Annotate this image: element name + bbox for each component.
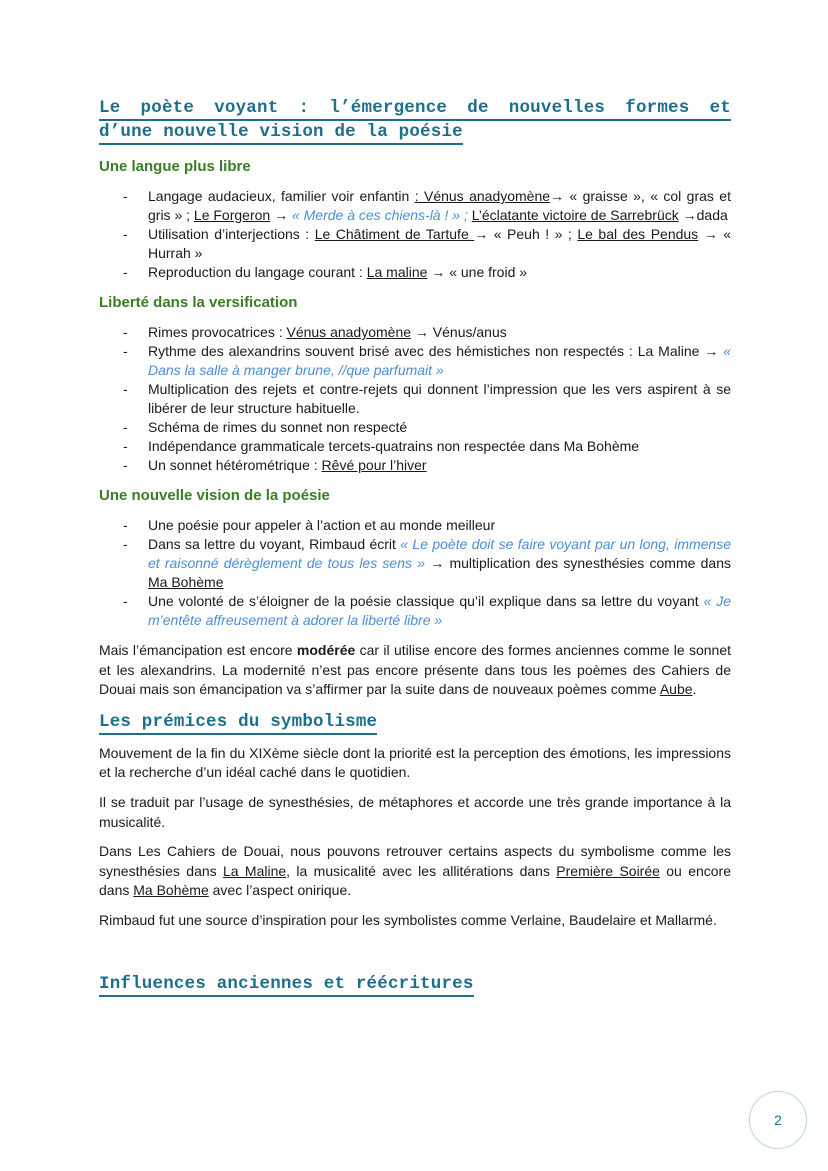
list-item: - Un sonnet hétérométrique : Rêvé pour l’hiver [99, 456, 731, 475]
poem-title: : Vénus anadyomène [414, 188, 551, 204]
poem-title: Première Soirée [556, 862, 660, 879]
section-title-symbolisme: Les prémices du symbolisme [99, 710, 731, 734]
list-item: - Reproduction du langage courant : La maline → « une froid » [99, 263, 731, 282]
list-item: - Schéma de rimes du sonnet non respecté [99, 418, 731, 437]
poem-title: Vénus anadyomène [286, 324, 412, 340]
list-item: - Rythme des alexandrins souvent brisé avec des hémistiches non respectés : La Maline → « Dans la salle à manger brune, //que parfumait » [99, 342, 731, 380]
poem-title: Le Châtiment de Tartufe [314, 226, 475, 242]
list-item: - Rimes provocatrices : Vénus anadyomène → Vénus/anus [99, 323, 731, 342]
poem-title: Ma Bohème [133, 882, 209, 899]
list-versification [99, 323, 731, 475]
list-item: - Indépendance grammaticale tercets-quatrains non respectée dans Ma Bohème [99, 437, 731, 456]
document-page [99, 96, 731, 996]
quote: « Merde à ces chiens-là ! » ; [291, 207, 472, 223]
quote: « Le poète doit se faire voyant par un long, immense et raisonné dérèglement de tous les sens » [148, 536, 731, 571]
title-line-2: d’une nouvelle vision de la poésie [99, 122, 463, 145]
poem-title: Le bal des Pendus [577, 226, 699, 242]
section-title-poete-voyant [99, 96, 731, 144]
paragraph-symbolisme-2: Il se traduit par l’usage de synesthésies, de métaphores et accorde une très grande importance à la musicalité. [99, 793, 731, 830]
list-item: - Multiplication des rejets et contre-rejets qui donnent l’impression que les vers aspirent à se libérer de leur structure habituelle. [99, 380, 731, 418]
poem-title: Rêvé pour l’hiver [321, 457, 427, 473]
list-item: - Dans sa lettre du voyant, Rimbaud écrit « Le poète doit se faire voyant par un long, immense et raisonné dérèglement de tous les sens » → multiplication des synesthésies comme dans Ma Bohème [99, 535, 731, 592]
page-number: 2 [749, 1091, 807, 1149]
paragraph-symbolisme-1: Mouvement de la fin du XIXème siècle dont la priorité est la perception des émotions, les impressions et la recherche d’un idéal caché dans le quotidien. [99, 744, 731, 781]
list-langue-libre [99, 187, 731, 282]
emphasis: modérée [296, 642, 356, 658]
list-item: - Une volonté de s’éloigner de la poésie classique qu’il explique dans sa lettre du voyant « Je m’entête affreusement à adorer la liberté libre » [99, 592, 731, 630]
list-item: - Une poésie pour appeler à l’action et au monde meilleur [99, 516, 731, 535]
paragraph-symbolisme-4: Rimbaud fut une source d’inspiration pour les symbolistes comme Verlaine, Baudelaire et Mallarmé. [99, 911, 717, 928]
paragraph-emancipation: Mais l’émancipation est encore modérée car il utilise encore des formes anciennes comme le sonnet et les alexandrins. La modernité n’est pas encore présente dans tous les poèmes des Cahiers de Douai mais son émancipation va s’affirmer par la suite dans de nouveaux poèmes comme Aube. [99, 642, 731, 698]
section-title-influences: Influences anciennes et réécritures [99, 972, 731, 996]
subheading-versification: Liberté dans la versification [99, 294, 298, 311]
poem-title: La maline [366, 264, 428, 280]
quote: « Je m’entête affreusement à adorer la liberté libre » [148, 593, 732, 628]
list-item: - Utilisation d’interjections : Le Châtiment de Tartufe → « Peuh ! » ; Le bal des Pendus → « Hurrah » [99, 225, 731, 263]
poem-title: Aube [659, 681, 693, 698]
paragraph-symbolisme-3: Dans Les Cahiers de Douai, nous pouvons retrouver certains aspects du symbolisme comme les synesthésies dans La Maline, la musicalité avec les allitérations dans Première Soirée ou encore dans Ma Bohème avec l’aspect onirique. [99, 843, 732, 899]
quote: « Dans la salle à manger brune, //que parfumait » [148, 343, 731, 378]
title-line-1: Le poète voyant : l’émergence de nouvelles formes et [99, 98, 731, 121]
list-nouvelle-vision [99, 516, 731, 630]
poem-title: L’éclatante victoire de Sarrebrück [471, 207, 679, 223]
poem-title: Ma Bohème [148, 574, 224, 590]
subheading-langue-libre: Une langue plus libre [99, 158, 251, 175]
poem-title: La Maline [223, 862, 287, 879]
list-item: - Langage audacieux, familier voir enfantin : Vénus anadyomène→ « graisse », « col gras et gris » ; Le Forgeron → « Merde à ces chiens-là ! » ; L’éclatante victoire de Sarrebrück →dada [99, 187, 731, 225]
subheading-nouvelle-vision: Une nouvelle vision de la poésie [99, 487, 330, 504]
poem-title: Le Forgeron [193, 207, 271, 223]
